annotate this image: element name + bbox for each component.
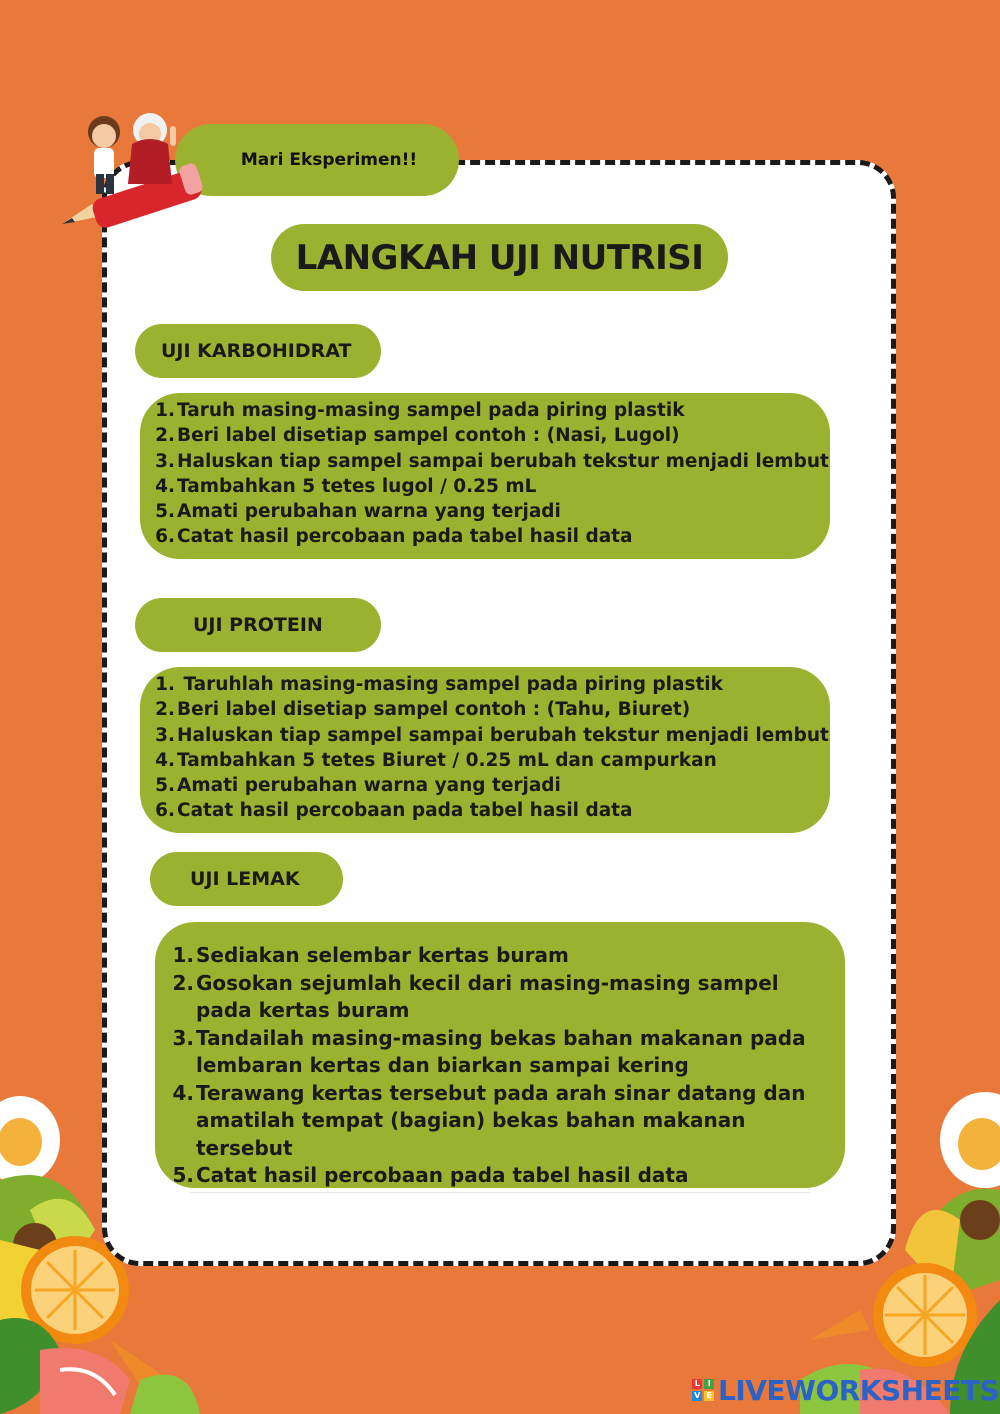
step-text: Catat hasil percobaan pada tabel hasil data <box>177 526 633 548</box>
step-number: 3. <box>155 450 175 472</box>
step-item <box>169 1025 845 1080</box>
section-heading-karbohidrat <box>135 324 381 378</box>
steps-box-karbohidrat <box>140 393 830 559</box>
steps-list <box>169 942 845 1190</box>
logo-letter: L <box>692 1379 702 1389</box>
section-heading-text: UJI PROTEIN <box>193 614 323 636</box>
step-text: Taruhlah masing-masing sampel pada piring plastik <box>177 674 723 695</box>
step-number: 2. <box>155 699 175 721</box>
section-heading-text: UJI LEMAK <box>190 868 300 890</box>
section-heading-protein <box>135 598 381 652</box>
step-text: Amati perubahan warna yang terjadi <box>177 501 561 523</box>
step-item <box>154 773 830 798</box>
logo-letter: I <box>704 1379 714 1389</box>
step-item <box>154 723 830 748</box>
logo-letter: V <box>692 1391 702 1401</box>
step-number: 5. <box>172 1163 194 1187</box>
section-heading-lemak <box>150 852 343 906</box>
step-number: 4. <box>155 475 175 497</box>
step-text: Beri label disetiap sampel contoh : (Nasi, Lugol) <box>177 425 680 447</box>
step-text: Catat hasil percobaan pada tabel hasil data <box>196 1163 689 1187</box>
step-number: 3. <box>155 724 175 746</box>
section-heading-text: UJI KARBOHIDRAT <box>161 340 352 362</box>
step-number: 3. <box>172 1025 194 1050</box>
step-number: 4. <box>172 1080 194 1105</box>
step-item <box>154 449 830 474</box>
step-number: 1. <box>155 674 175 695</box>
divider <box>190 1192 810 1193</box>
step-number: 4. <box>155 749 175 771</box>
step-number: 2. <box>172 970 194 995</box>
liveworksheets-logo-icon <box>692 1379 714 1401</box>
step-item <box>169 1080 845 1163</box>
step-number: 6. <box>155 526 175 548</box>
step-text: Haluskan tiap sampel sampai berubah tekstur menjadi lembut <box>177 724 829 746</box>
step-item <box>154 474 830 499</box>
step-item <box>169 942 845 970</box>
liveworksheets-watermark[interactable] <box>692 1372 999 1408</box>
step-text: Terawang kertas tersebut pada arah sinar datang dan amatilah tempat (bagian) bekas bahan makanan tersebut <box>196 1080 806 1160</box>
kids-on-pencil-illustration <box>62 104 212 230</box>
step-item <box>154 748 830 773</box>
step-text: Catat hasil percobaan pada tabel hasil data <box>177 800 633 822</box>
step-item <box>154 798 830 823</box>
step-text: Haluskan tiap sampel sampai berubah tekstur menjadi lembut <box>177 450 829 472</box>
header-tab-label: Mari Eksperimen!! <box>240 150 418 170</box>
page-title-text: LANGKAH UJI NUTRISI <box>295 237 704 278</box>
step-number: 2. <box>155 425 175 447</box>
step-item <box>154 499 830 524</box>
step-text: Beri label disetiap sampel contoh : (Tahu, Biuret) <box>177 699 691 721</box>
steps-list <box>154 398 830 550</box>
header-tab <box>175 124 459 196</box>
step-text: Taruh masing-masing sampel pada piring plastik <box>177 400 685 421</box>
steps-box-protein <box>140 667 830 833</box>
step-text: Amati perubahan warna yang terjadi <box>177 775 561 797</box>
step-item <box>154 423 830 448</box>
steps-list <box>154 672 830 824</box>
step-text: Tambahkan 5 tetes Biuret / 0.25 mL dan campurkan <box>177 749 717 771</box>
step-item <box>169 1162 845 1190</box>
step-item <box>154 697 830 722</box>
step-text: Tambahkan 5 tetes lugol / 0.25 mL <box>177 475 537 497</box>
step-item <box>154 672 830 697</box>
step-text: Sediakan selembar kertas buram <box>196 943 569 967</box>
step-item <box>169 970 845 1025</box>
page-title <box>271 224 728 291</box>
step-number: 1. <box>155 400 175 421</box>
step-text: Gosokan sejumlah kecil dari masing-masing sampel pada kertas buram <box>196 970 779 1022</box>
step-number: 6. <box>155 800 175 822</box>
step-number: 1. <box>172 943 194 967</box>
watermark-text: LIVEWORKSHEETS <box>718 1373 1000 1407</box>
step-item <box>154 524 830 549</box>
step-item <box>154 398 830 423</box>
steps-box-lemak <box>155 922 845 1188</box>
step-number: 5. <box>155 501 175 523</box>
step-text: Tandailah masing-masing bekas bahan makanan pada lembaran kertas dan biarkan sampai kering <box>196 1025 806 1077</box>
logo-letter: E <box>704 1391 714 1401</box>
step-number: 5. <box>155 775 175 797</box>
